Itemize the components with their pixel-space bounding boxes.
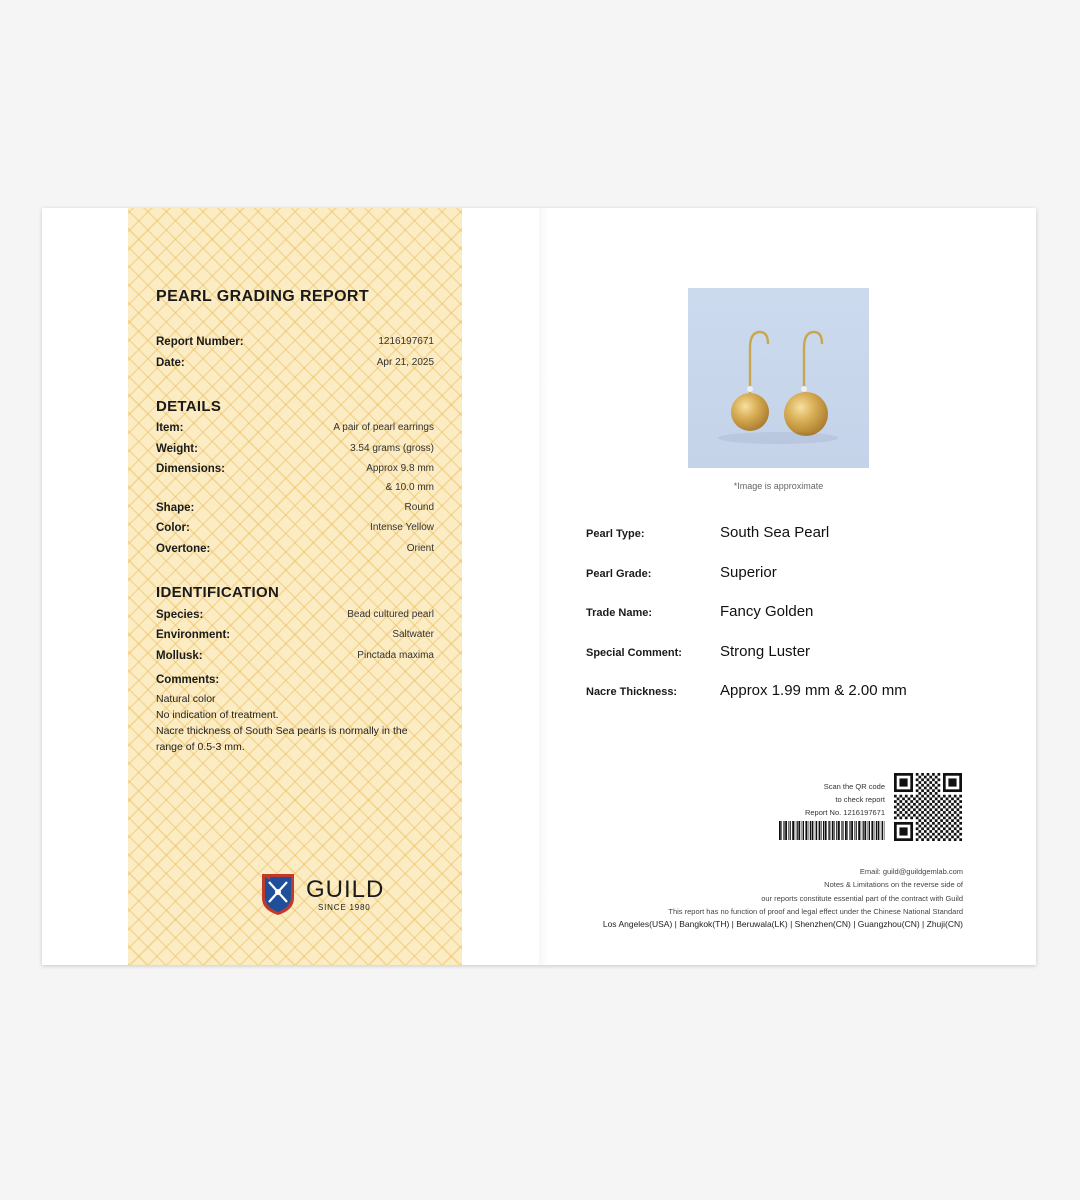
date-value: Apr 21, 2025 <box>376 357 434 368</box>
summary-row <box>586 643 1006 663</box>
summary-value: Approx 1.99 mm & 2.00 mm <box>720 682 907 699</box>
summary-value: South Sea Pearl <box>720 524 830 541</box>
detail-row <box>156 502 434 518</box>
summary-row <box>586 524 1006 544</box>
page-fold <box>539 208 549 965</box>
summary-label: Special Comment: <box>586 647 682 659</box>
shield-icon <box>260 872 296 916</box>
detail-row <box>156 522 434 538</box>
dimensions-line2: & 10.0 mm <box>385 482 434 493</box>
comment-line: Natural color <box>156 693 216 705</box>
comment-line: No indication of treatment. <box>156 709 279 721</box>
identification-row <box>156 650 434 666</box>
summary-label: Nacre Thickness: <box>586 686 678 698</box>
identification-label: Environment: <box>156 629 231 641</box>
logo-word: GUILD <box>306 876 385 903</box>
detail-value: Orient <box>406 543 434 554</box>
summary-value: Superior <box>720 564 777 581</box>
barcode <box>779 821 885 840</box>
summary-value: Fancy Golden <box>720 603 814 620</box>
photo-caption: *Image is approximate <box>733 481 824 491</box>
detail-value: A pair of pearl earrings <box>333 422 434 433</box>
footer-email: Email: guild@guildgemlab.com <box>859 867 963 876</box>
guild-logo <box>260 872 390 918</box>
footer-legal: This report has no function of proof and legal effect under the Chinese National Standard <box>668 907 963 916</box>
detail-row <box>156 463 434 479</box>
summary-value: Strong Luster <box>720 643 811 660</box>
identification-value: Pinctada maxima <box>357 650 434 661</box>
date-label: Date: <box>156 357 185 369</box>
comments-label: Comments: <box>156 674 220 686</box>
summary-label: Trade Name: <box>586 607 653 619</box>
detail-value: 3.54 grams (gross) <box>350 443 434 454</box>
report-title: PEARL GRADING REPORT <box>156 288 370 305</box>
report-number-value: 1216197671 <box>378 336 434 347</box>
footer-cities: Los Angeles(USA) | Bangkok(TH) | Beruwala(LK) | Shenzhen(CN) | Guangzhou(CN) | Zhuji(CN) <box>602 919 963 929</box>
identification-row <box>156 629 434 645</box>
footer-notes: Notes & Limitations on the reverse side of <box>824 880 963 889</box>
detail-label: Shape: <box>156 502 195 514</box>
date-row <box>156 357 434 373</box>
detail-label: Item: <box>156 422 184 434</box>
detail-value: Round <box>404 502 434 513</box>
detail-label: Weight: <box>156 443 198 455</box>
qr-instruction-2: to check report <box>835 795 885 804</box>
detail-label: Dimensions: <box>156 463 226 475</box>
grading-panel <box>128 208 462 965</box>
detail-value: Approx 9.8 mm <box>366 463 434 474</box>
detail-value: Intense Yellow <box>370 522 434 533</box>
qr-instruction-1: Scan the QR code <box>823 782 885 791</box>
report-number-label: Report Number: <box>156 336 244 348</box>
identification-value: Saltwater <box>392 629 434 640</box>
identification-heading: IDENTIFICATION <box>156 584 280 601</box>
earrings-photo <box>688 288 869 468</box>
pearl-earrings-image <box>688 288 869 468</box>
qr-report-no: Report No. 1216197671 <box>804 808 885 817</box>
identification-label: Mollusk: <box>156 650 203 662</box>
identification-value: Bead cultured pearl <box>347 609 434 620</box>
qr-code[interactable] <box>894 773 962 841</box>
detail-row <box>156 543 434 559</box>
detail-label: Overtone: <box>156 543 211 555</box>
identification-label: Species: <box>156 609 204 621</box>
details-heading: DETAILS <box>156 398 222 415</box>
footer-contract: our reports constitute essential part of the contract with Guild <box>761 894 963 903</box>
summary-row <box>586 603 1006 623</box>
detail-row <box>156 443 434 459</box>
report-number-row <box>156 336 434 352</box>
detail-row <box>156 422 434 438</box>
identification-row <box>156 609 434 625</box>
report-sheet <box>42 208 1036 965</box>
summary-row <box>586 682 1006 702</box>
detail-label: Color: <box>156 522 190 534</box>
comment-line: range of 0.5-3 mm. <box>156 741 245 753</box>
logo-since: SINCE 1980 <box>318 903 371 912</box>
comment-line: Nacre thickness of South Sea pearls is normally in the <box>156 725 408 737</box>
summary-label: Pearl Type: <box>586 528 645 540</box>
summary-row <box>586 564 1006 584</box>
summary-label: Pearl Grade: <box>586 568 652 580</box>
